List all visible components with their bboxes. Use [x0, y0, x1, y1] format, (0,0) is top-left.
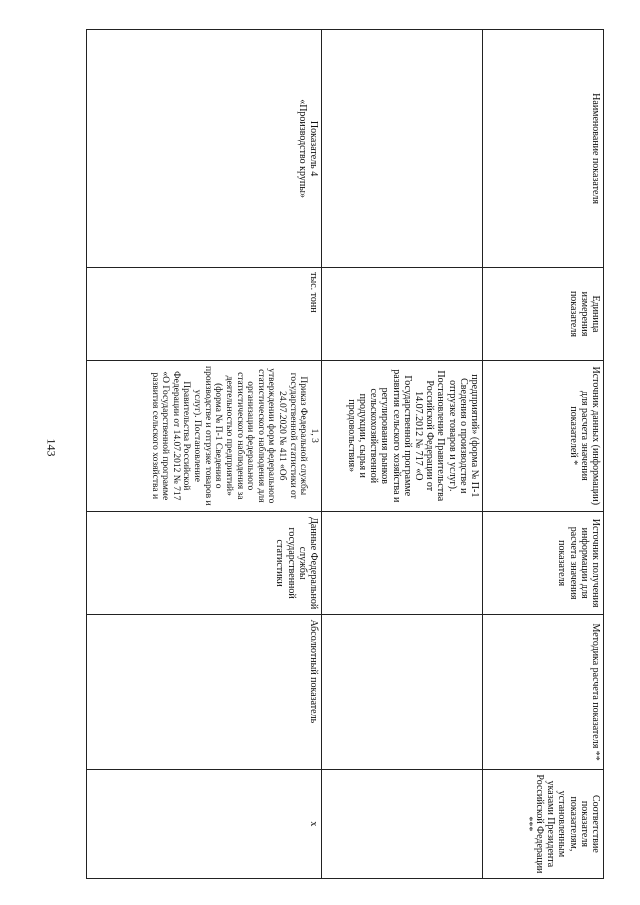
cell-correspondence: х: [87, 769, 322, 878]
header-indicator-name: Наименование показателя: [483, 30, 604, 268]
cell-unit: тыс. тонн: [87, 268, 322, 361]
cell-method: Абсолютный показатель: [87, 615, 322, 769]
indicator-title: «Производство крупы»: [296, 99, 308, 198]
indicators-table: [86, 29, 604, 879]
cell-info-source: Данные Федеральной службы государственной статистики: [87, 511, 322, 615]
indicator-number: Показатель 4: [308, 120, 319, 177]
header-info-source: Источник получения информации для расчета значения показателя: [483, 511, 604, 615]
table-row-continuation: [322, 30, 483, 879]
table-header-row: [483, 30, 604, 879]
cell-indicator-name: [87, 30, 322, 268]
header-source-data: Источник данных (информации) для расчета значения показателей *: [483, 360, 604, 511]
source-data-text: Приказ Федеральной службы государственной статистики от 24.07.2020 № 411 «Об утверждении форм федерального статистического наблюдения для организации федерального статистического наблюдения за деятельностью предприятий» (форма № П-1 Сведения о производстве и отгрузке товаров и услуг). Постановление Правительства Российской Федерации от 14.07.2012 № 717 «О Государственной программе развития сельского хозяйства и: [149, 366, 309, 506]
table-row-indicator-4: [87, 30, 322, 879]
cell-unit: [322, 268, 483, 361]
header-correspondence: Соответствие показателя показателям, установленным указами Президента Российской Федерации ***: [483, 769, 604, 878]
cell-correspondence: [322, 769, 483, 878]
page-number: 143: [44, 438, 59, 457]
cell-source-data: предприятий» (форма № П-1 Сведения о производстве и отгрузке товаров и услуг). Постановление Правительства Российской Федерации от 14.07.2012 № 717 «О Государственной программе развития сельского хозяйства и регулирования рынков сельскохозяйственной продукции, сырья и продовольствия»: [322, 360, 483, 511]
header-method: Методика расчета показателя **: [483, 615, 604, 769]
cell-name: [322, 30, 483, 268]
source-reference: 1, 3: [309, 428, 319, 443]
cell-source-data: [87, 360, 322, 511]
cell-method: [322, 615, 483, 769]
header-unit: Единица измерения показателя: [483, 268, 604, 361]
rotated-table-container: [96, 29, 604, 879]
cell-info-source: [322, 511, 483, 615]
